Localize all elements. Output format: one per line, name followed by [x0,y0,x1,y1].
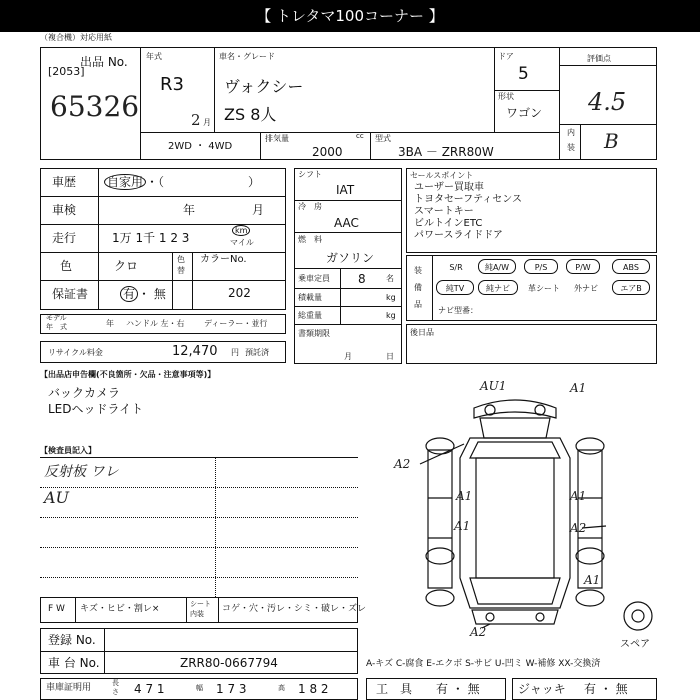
sales-points-label: セールスポイント [410,171,474,180]
sales-point-item: ビルトインETC [414,218,483,229]
car-name: ヴォクシー [224,77,304,96]
car-diagram [370,378,660,640]
year-value: R3 [160,74,184,95]
lot-number: 65326 [50,90,140,123]
fw-items: キズ・ヒビ・割レ× [80,604,160,614]
inspector-label: 【検査員記入】 [40,446,96,455]
warranty-label: 保証書 [52,287,89,301]
load-label: 積載量 [298,293,322,302]
navi-model-label: ナビ型番： [438,306,478,315]
score-value: 4.5 [588,88,627,116]
option-genuine-tv: 純TV [436,280,474,295]
sales-points-list [414,182,522,242]
seller-notes-label: 【出品店申告欄(不良箇所・欠品・注意事項等)】 [40,370,216,379]
lot-code: [2053] [48,65,85,78]
interior-score: B [604,129,619,153]
tools-label: 工 具 [376,682,413,696]
seller-note-item: バックカメラ [48,386,121,400]
form-subtitle: （複合機）対応用紙 [40,33,112,42]
recycle-amount: 12,470 [172,344,218,359]
expiry-label: 書類期限 [298,329,330,338]
ac-label: 冷 房 [298,202,322,211]
interior-label-1: 内 [567,128,575,137]
diagram-mark: A1 [570,381,587,395]
registration-label: 登録 No. [48,633,96,647]
spare-label: スペア [620,639,650,650]
inspector-note-1: 反射板 ワレ [44,464,119,480]
seat-items: コゲ・穴・汚レ・シミ・破レ・ズレ [222,604,367,614]
length-value: 4 7 1 [134,682,165,696]
shape-value: ワゴン [506,106,543,120]
diagram-mark: AU1 [480,379,507,393]
shift-value: IAT [336,183,355,197]
expiry-month: 月 [344,352,352,361]
equipment-label-3: 品 [414,300,422,309]
shape-label: 形状 [498,92,514,101]
model-year-label-2: 年 式 [46,323,67,331]
diagram-mark: A2 [470,625,487,639]
month-unit: 月 [203,118,211,127]
dealer-type: ディーラー・並行 [204,319,268,328]
height-value: 1 8 2 [298,682,329,696]
diagram-mark: A1 [456,489,473,503]
garage-cert-label: 車庫証明用 [46,683,92,693]
model-value: 3BA － ZRR80W [398,145,494,159]
option-aftermarket-navi: 外ナビ [574,284,598,293]
car-grade: ZS 8人 [224,105,277,124]
diagram-mark: A2 [394,457,411,471]
option-airbag: エアB [612,280,650,295]
sales-point-item: パワースライドドア [414,230,503,241]
width-value: 1 7 3 [216,682,247,696]
diagram-mark: A2 [570,521,587,535]
option-abs: ABS [612,259,650,274]
tools-value: 有 ・ 無 [436,682,480,696]
month-value: 2 [191,111,201,129]
recycle-label: リサイクル料金 [48,348,103,357]
warranty-no: ・ 無 [138,287,166,301]
history-rest: ・（ ） [146,175,261,189]
vin-value: ZRR80-0667794 [180,656,278,670]
fuel-label: 燃 料 [298,235,322,244]
shift-label: シフト [298,170,322,179]
width-label: 幅 [196,684,203,692]
color-number-value: 202 [228,286,251,300]
mileage-label: 走行 [52,231,77,245]
equipment-label-1: 装 [414,266,422,275]
inspector-note-2: AU [44,488,70,507]
capacity-value: 8 [358,272,366,286]
jack-label: ジャッキ [518,682,566,696]
expiry-day: 日 [386,352,394,361]
recycle-note: 預託済 [245,348,269,357]
capacity-unit: 名 [386,274,394,283]
capacity-label: 乗車定員 [298,274,330,283]
year-label: 年式 [146,52,162,61]
history-label: 車歴 [52,175,77,189]
ac-value: AAC [334,216,359,230]
warranty-yes-circled: 有 [120,286,138,302]
diagram-mark: A1 [584,573,601,587]
repaint-label-2: 替 [177,266,185,275]
drive-type: 2WD ・ 4WD [168,141,233,152]
option-leather-seat: 革シート [528,284,560,293]
option-genuine-navi: 純ナビ [478,280,518,295]
mileage-value: 1万 1千 1 2 3 [112,231,190,245]
length-label-2: さ [112,688,119,696]
shaken-year: 年 [183,203,196,217]
seller-note-item: LEDヘッドライト [48,402,144,416]
model-year-label-1: モデル [46,314,67,322]
model-label: 型式 [375,134,391,143]
mile-unit: マイル [230,238,254,247]
cc-unit: cc [356,132,364,140]
gross-label: 総重量 [298,311,322,320]
gross-unit: kg [386,311,396,320]
after-market-label: 後日品 [410,328,434,337]
after-market-section [406,324,657,364]
km-circled: km [232,225,250,236]
length-label-1: 長 [112,679,119,687]
shaken-month: 月 [252,203,265,217]
handle-side: ハンドル 左・右 [126,319,185,328]
name-label: 車名・グレード [219,52,275,61]
sales-point-item: スマートキー [414,206,474,217]
shaken-label: 車検 [52,203,77,217]
seat-label-2: 内装 [190,610,204,618]
color-number-label: カラーNo. [200,254,247,265]
sales-point-item: ユーザー買取車 [414,182,484,193]
equipment-label-2: 備 [414,283,422,292]
diagram-mark: A1 [454,519,471,533]
score-label: 評価点 [587,54,611,63]
jack-value: 有 ・ 無 [584,682,628,696]
header-title: 【 トレタマ100コーナー 】 [0,0,700,32]
recycle-unit: 円 [231,348,239,357]
option-pw: P/W [566,259,600,274]
vin-label: 車 台 No. [48,656,100,670]
fuel-value: ガソリン [326,251,375,265]
interior-label-2: 装 [567,143,575,152]
displacement-value: 2000 [312,145,343,159]
option-sunroof: S/R [449,263,463,272]
option-genuine-aw: 純A/W [478,259,516,274]
load-unit: kg [386,293,396,302]
seat-label-1: シート [190,600,211,608]
lot-label: 出品 No. [80,55,128,69]
diagram-mark: A1 [570,489,587,503]
private-use-circled: 自家用 [104,174,146,190]
displacement-label: 排気量 [265,134,289,143]
model-year-unit: 年 [106,319,114,328]
option-ps: P/S [524,259,558,274]
doors-value: 5 [518,64,529,84]
color-label: 色 [60,259,73,273]
repaint-label-1: 色 [177,255,185,264]
damage-legend: A-キズ C-腐食 E-エクボ S-サビ U-凹ミ W-補修 XX-交換済 [366,659,601,669]
doors-label: ドア [498,52,514,61]
fw-label: F W [48,604,65,614]
height-label: 高 [278,684,285,692]
color-value: クロ [114,259,139,273]
sales-point-item: トヨタセーフティセンス [414,194,522,205]
